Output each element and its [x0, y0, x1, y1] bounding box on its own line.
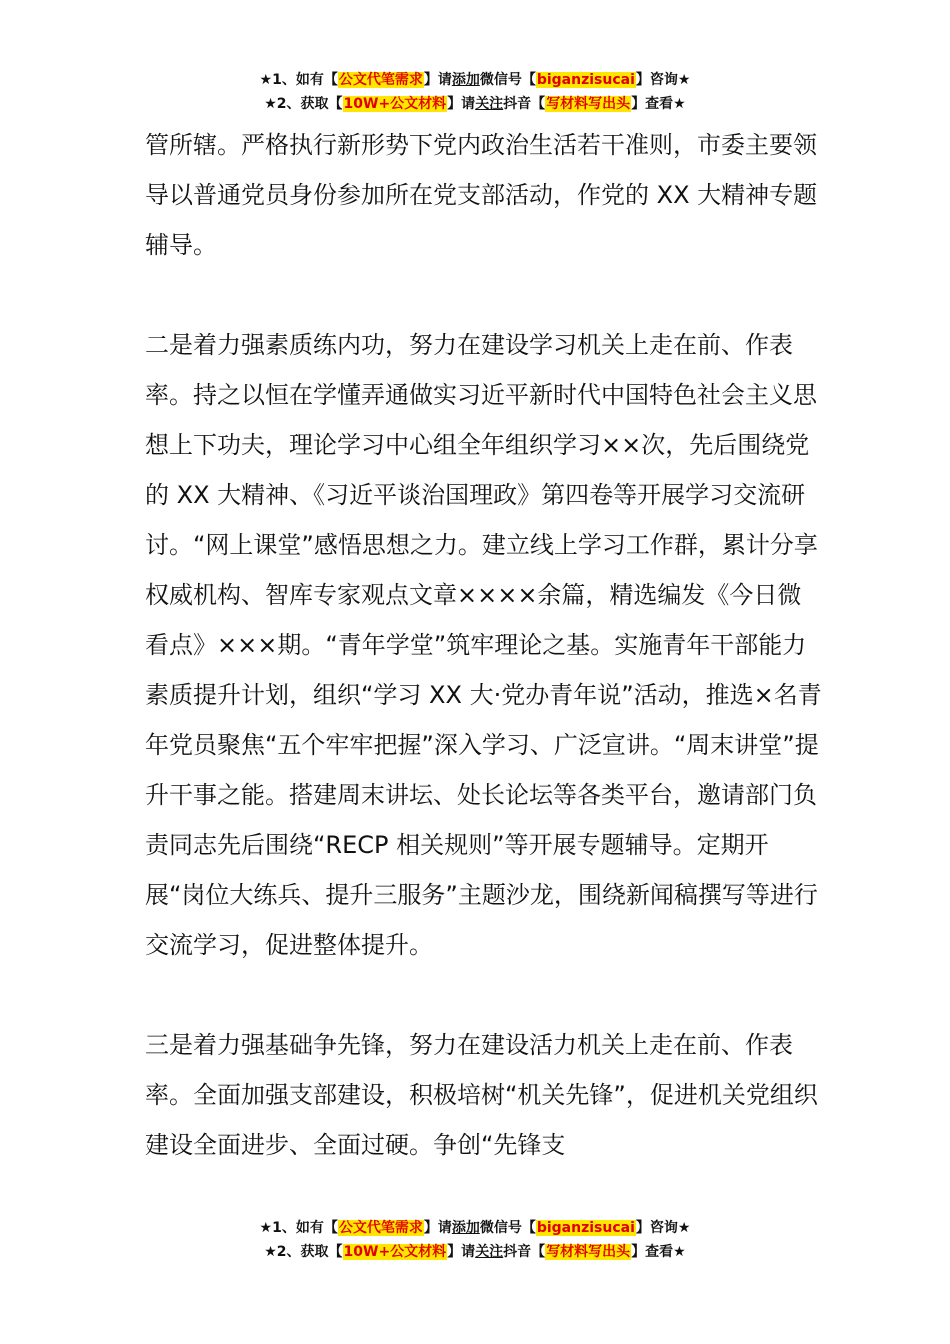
footer-banner — [0, 1216, 950, 1264]
banner-underlined: 关注 — [475, 1244, 504, 1260]
banner-text: 】咨询★ — [635, 1220, 691, 1236]
banner-highlight: biganzisucai — [536, 1220, 635, 1236]
banner-text: ★2、获取【 — [264, 1244, 343, 1260]
paragraph-2: 二是着力强素质练内功，努力在建设学习机关上走在前、作表率。持之以恒在学懂弄通做实习近平新时代中国特色社会主义思想上下功夫，理论学习中心组全年组织学习××次，先后围绕党的 XX 大精神、《习近平谈治国理政》第四卷等开展学习交流研讨。“网上课堂”感悟思想之力。建立线上学习工作群，累计分享权威机构、智库专家观点文章××××余篇，精选编发《今日微看点》×××期。“青年学堂”筑牢理论之基。实施青年干部能力素质提升计划，组织“学习 XX 大·党办青年说”活动，推选×名青年党员聚焦“五个牢牢把握”深入学习、广泛宣讲。“周末讲堂”提升干事之能。搭建周末讲坛、处长论坛等各类平台，邀请部门负责同志先后围绕“RECP 相关规则”等开展专题辅导。定期开展“岗位大练兵、提升三服务”主题沙龙，围绕新闻稿撰写等进行交流学习，促进整体提升。 — [145, 331, 822, 959]
banner-highlight: 写材料写出头 — [546, 1244, 631, 1260]
banner-highlight: 公文代笔需求 — [338, 72, 423, 88]
banner-text: 】咨询★ — [635, 72, 691, 88]
banner-underlined: 添加 — [451, 1220, 480, 1236]
banner-text: 微信号【 — [479, 1220, 536, 1236]
footer-line-2 — [0, 1240, 950, 1264]
header-line-1 — [0, 68, 950, 92]
header-line-2 — [0, 92, 950, 116]
banner-text: ★1、如有【 — [259, 72, 338, 88]
paragraph-3: 三是着力强基础争先锋，努力在建设活力机关上走在前、作表率。全面加强支部建设，积极培树“机关先锋”，促进机关党组织建设全面进步、全面过硬。争创“先锋支 — [145, 1031, 818, 1159]
banner-text: 微信号【 — [479, 72, 536, 88]
banner-text: 】查看★ — [631, 1244, 686, 1260]
banner-underlined: 关注 — [475, 96, 504, 112]
banner-highlight: 公文代笔需求 — [338, 1220, 423, 1236]
paragraph-spacer — [145, 970, 825, 1020]
banner-text: 抖音【 — [503, 96, 546, 112]
banner-text: 】请 — [423, 1220, 452, 1236]
banner-text: 】请 — [447, 96, 476, 112]
banner-highlight: biganzisucai — [536, 72, 635, 88]
banner-underlined: 添加 — [451, 72, 480, 88]
banner-text: ★2、获取【 — [264, 96, 343, 112]
banner-highlight: 10W+公文材料 — [343, 96, 447, 112]
banner-text: 】请 — [423, 72, 452, 88]
header-banner — [0, 68, 950, 116]
banner-highlight: 写材料写出头 — [546, 96, 631, 112]
document-body — [145, 120, 825, 1170]
banner-text: 抖音【 — [503, 1244, 546, 1260]
paragraph-1: 管所辖。严格执行新形势下党内政治生活若干准则，市委主要领导以普通党员身份参加所在党支部活动，作党的 XX 大精神专题辅导。 — [145, 131, 818, 259]
banner-text: ★1、如有【 — [259, 1220, 338, 1236]
footer-line-1 — [0, 1216, 950, 1240]
banner-highlight: 10W+公文材料 — [343, 1244, 447, 1260]
banner-text: 】查看★ — [631, 96, 686, 112]
banner-text: 】请 — [447, 1244, 476, 1260]
paragraph-spacer — [145, 270, 825, 320]
